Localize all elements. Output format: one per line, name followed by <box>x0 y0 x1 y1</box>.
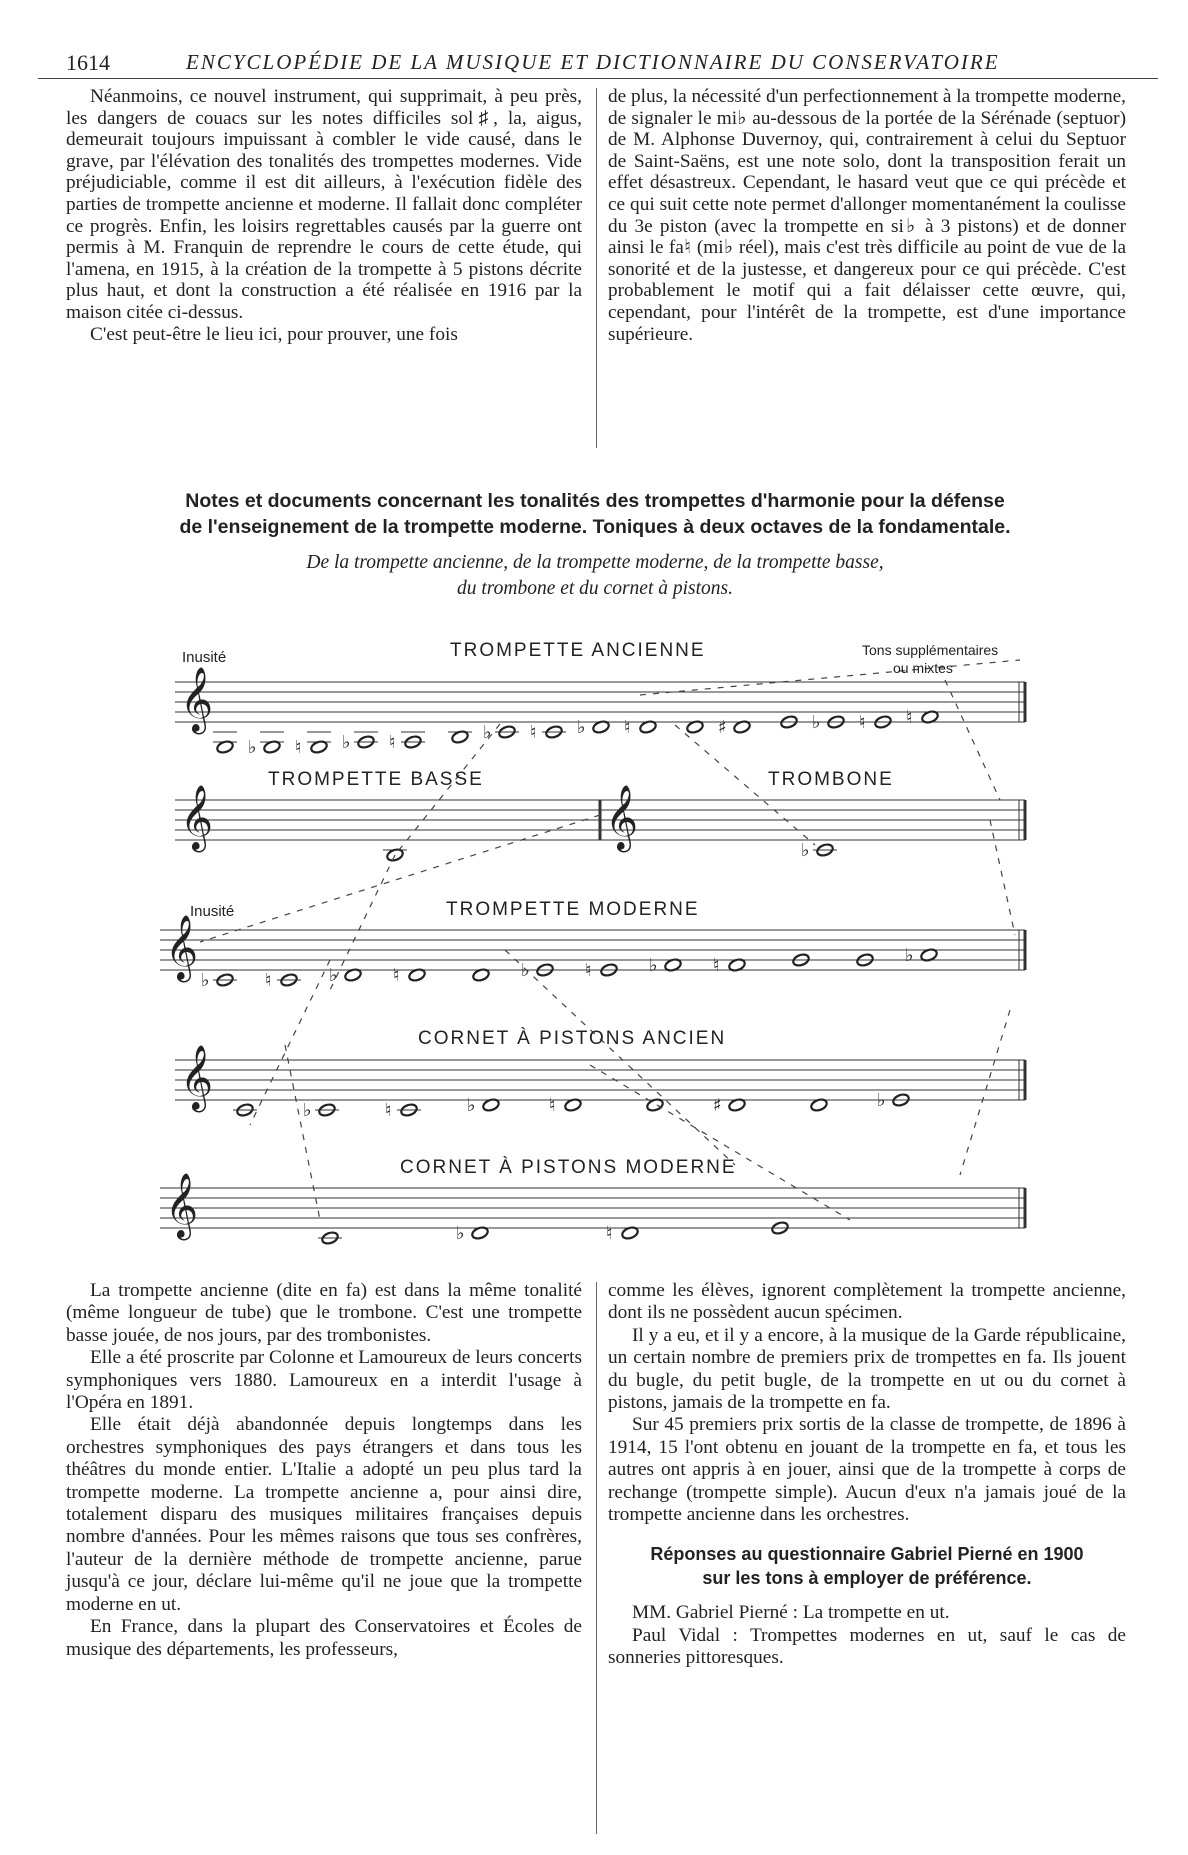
label-trombone: TROMBONE <box>768 769 894 790</box>
bottom-right-column <box>608 1280 1126 1670</box>
connector-line <box>285 1045 320 1220</box>
natural-accidental: ♮ <box>713 955 720 976</box>
section-title <box>90 488 1100 540</box>
natural-accidental: ♮ <box>265 970 272 991</box>
paragraph: Néanmoins, ce nouvel instrument, qui supprimait, à peu près, les dangers de couacs sur les notes difficiles sol♯, la, aigus, demeurait toujours impuissant à combler le vide causé, dans le grave, par l'élévation des tonalités des trompettes modernes. Vide préjudiciable, comme il est dit ailleurs, à l'exécution fidèle des parties de trompette ancienne et moderne. Il fallait donc compléter ce progrès. Enfin, les loisirs regrettables causés par la guerre ont permis à M. Franquin de reprendre le cours de cette étude, qui l'amena, en 1915, à la création de la trompette à 5 pistons décrite plus haut, et dont la construction a été réalisée en 1916 par la maison citée ci-dessus. <box>66 86 582 323</box>
paragraph: Elle a été proscrite par Colonne et Lamoureux de leurs concerts symphoniques vers 1880. Lamoureux en a interdit l'usage à l'Opéra en 1891. <box>66 1347 582 1414</box>
connector-line <box>640 660 1020 695</box>
flat-accidental: ♭ <box>521 960 530 981</box>
treble-clef: 𝄞 <box>165 1173 199 1238</box>
natural-accidental: ♮ <box>906 707 913 728</box>
flat-accidental: ♭ <box>877 1090 886 1111</box>
questionnaire-heading-line: sur les tons à employer de préférence. <box>702 1568 1032 1589</box>
flat-accidental: ♭ <box>467 1095 476 1116</box>
sharp-accidental: ♯ <box>713 1095 722 1116</box>
flat-accidental: ♭ <box>248 737 257 758</box>
treble-clef: 𝄞 <box>605 785 639 850</box>
flat-accidental: ♭ <box>801 840 810 861</box>
label-trompette-moderne: TROMPETTE MODERNE <box>446 899 700 920</box>
flat-accidental: ♭ <box>905 945 914 966</box>
connector-line <box>505 950 735 1165</box>
natural-accidental: ♮ <box>624 717 631 738</box>
label-trompette-basse: TROMPETTE BASSE <box>268 769 484 790</box>
natural-accidental: ♮ <box>530 722 537 743</box>
flat-accidental: ♭ <box>201 970 210 991</box>
flat-accidental: ♭ <box>456 1223 465 1244</box>
paragraph: Il y a eu, et il y a encore, à la musique de la Garde républicaine, un certain nombre de premiers prix de trompettes en fa. Ils jouent du bugle, du petit bugle, de la trompette en ut ou du cornet à pistons, jamais de la trompette en fa. <box>608 1324 1126 1414</box>
natural-accidental: ♮ <box>295 737 302 758</box>
connector-line <box>990 820 1015 935</box>
staves <box>160 667 1025 1240</box>
treble-clef: 𝄞 <box>180 785 214 850</box>
flat-accidental: ♭ <box>812 712 821 733</box>
paragraph: comme les élèves, ignorent complètement la trompette ancienne, dont ils ne possèdent aucun spécimen. <box>608 1280 1126 1324</box>
flat-accidental: ♭ <box>483 722 492 743</box>
flat-accidental: ♭ <box>303 1100 312 1121</box>
column-divider <box>596 1282 597 1834</box>
header-rule <box>38 78 1158 79</box>
flat-accidental: ♭ <box>329 965 338 986</box>
bottom-left-column <box>66 1280 582 1661</box>
questionnaire-heading-line: Réponses au questionnaire Gabriel Pierné en 1900 <box>650 1544 1084 1565</box>
paragraph: La trompette ancienne (dite en fa) est dans la même tonalité (même longueur de tube) que le trombone. C'est une trompette basse jouée, de nos jours, par des trombonistes. <box>66 1280 582 1346</box>
music-notation-figure <box>0 620 1188 1260</box>
paragraph: C'est peut-être le lieu ici, pour prouver, une fois <box>90 323 458 345</box>
natural-accidental: ♮ <box>585 960 592 981</box>
natural-accidental: ♮ <box>385 1100 392 1121</box>
label-cornet-ancien: CORNET À PISTONS ANCIEN <box>418 1028 727 1049</box>
paragraph: Sur 45 premiers prix sortis de la classe de trompette, de 1896 à 1914, 15 l'ont obtenu en jouant de la trompette en fa, et tous les autres ont appris à en jouer, ainsi que de la trompette à corps de rechange (trompette simple). Aucun d'eux n'a jamais joué de la trompette ancienne dans les orchestres. <box>608 1414 1126 1526</box>
connector-line <box>960 1010 1010 1175</box>
top-right-column <box>608 86 1126 345</box>
label-inusite: Inusité <box>190 903 235 920</box>
section-title-line: de l'enseignement de la trompette moderne. Toniques à deux octaves de la fondamentale. <box>179 516 1011 538</box>
running-title: ENCYCLOPÉDIE DE LA MUSIQUE ET DICTIONNAIRE DU CONSERVATOIRE <box>186 50 1000 74</box>
natural-accidental: ♮ <box>859 712 866 733</box>
questionnaire-heading <box>608 1542 1126 1590</box>
connector-line <box>945 680 1000 800</box>
treble-clef: 𝄞 <box>180 667 214 732</box>
natural-accidental: ♮ <box>549 1095 556 1116</box>
natural-accidental: ♮ <box>389 732 396 753</box>
section-subtitle <box>150 550 1040 602</box>
label-ou-mixtes: ou mixtes <box>893 660 953 676</box>
connector-line <box>200 815 600 942</box>
flat-accidental: ♭ <box>577 717 586 738</box>
sharp-accidental: ♯ <box>718 717 727 738</box>
answer: Paul Vidal : Trompettes modernes en ut, sauf le cas de sonneries pittoresques. <box>608 1624 1126 1669</box>
label-inusite: Inusité <box>182 649 227 666</box>
page-number: 1614 <box>66 50 110 75</box>
treble-clef: 𝄞 <box>165 915 199 980</box>
treble-clef: 𝄞 <box>180 1045 214 1110</box>
paragraph: Elle était déjà abandonnée depuis longtemps dans les orchestres symphoniques des pays étrangers et dans tous les théâtres du monde entier. L'Italie a adopté un peu plus tard la trompette moderne. La trompette ancienne a, pour ainsi dire, totalement disparu des musiques militaires françaises depuis nombre d'années. Pour les mêmes raisons que tous ses confrères, l'auteur de la dernière méthode de trompette ancienne, parue jusqu'à ce jour, déclare lui-même qu'il ne joue que la trompette moderne en ut. <box>66 1414 582 1615</box>
section-subtitle-line: du trombone et du cornet à pistons. <box>456 578 734 599</box>
section-subtitle-line: De la trompette ancienne, de la trompette moderne, de la trompette basse, <box>306 552 884 573</box>
flat-accidental: ♭ <box>342 732 351 753</box>
label-cornet-moderne: CORNET À PISTONS MODERNE <box>400 1157 737 1178</box>
section-title-line: Notes et documents concernant les tonalités des trompettes d'harmonie pour la défense <box>185 490 1005 512</box>
answer: MM. Gabriel Pierné : La trompette en ut. <box>632 1602 950 1624</box>
label-trompette-ancienne: TROMPETTE ANCIENNE <box>450 640 706 661</box>
column-divider <box>596 88 597 448</box>
top-left-column <box>66 86 582 345</box>
paragraph: de plus, la nécessité d'un perfectionnement à la trompette moderne, de signaler le mi♭ au-dessous de la portée de la Sérénade (septuor) de M. Alphonse Duvernoy, qui, contrairement à celui du Septuor de Saint-Saëns, est une note solo, dont la transposition ferait un effet désastreux. Cependant, le hasard veut que ce qui précède et ce qui suit cette note permet d'allonger momentanément la coulisse du 3e piston (avec la trompette en si♭ à 3 pistons) et de donner ainsi le fa♮ (mi♭ réel), mais c'est très difficile au point de vue de la sonorité et de la justesse, et dangereux pour ce qui précède. C'est probablement le motif qui a fait délaisser cette œuvre, qui, cependant, pour l'intérêt de la trompette, est d'une importance supérieure. <box>608 86 1126 345</box>
label-tons-supplementaires: Tons supplémentaires <box>862 642 999 658</box>
paragraph: En France, dans la plupart des Conservatoires et Écoles de musique des départements, les professeurs, <box>66 1616 582 1660</box>
connector-line <box>590 1065 850 1220</box>
flat-accidental: ♭ <box>649 955 658 976</box>
natural-accidental: ♮ <box>606 1223 613 1244</box>
natural-accidental: ♮ <box>393 965 400 986</box>
